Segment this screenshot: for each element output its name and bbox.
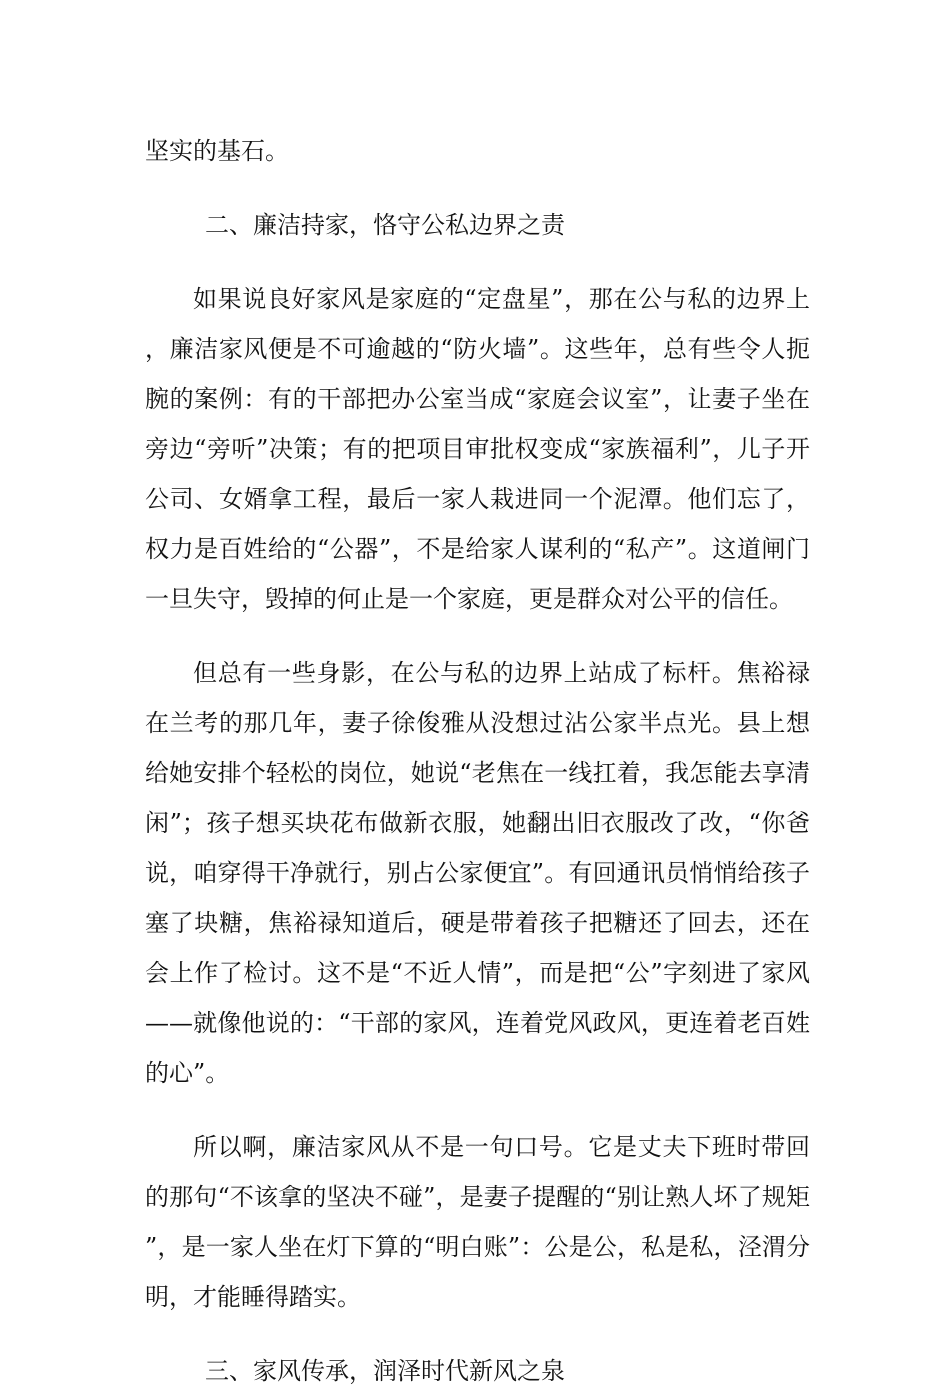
section-heading-3: 三、家风传承，润泽时代新风之泉 xyxy=(205,1357,565,1385)
paragraph-body-3: 所以啊，廉洁家风从不是一句口号。它是丈夫下班时带回的那句“不该拿的坚决不碰”，是妻子提醒的“别让熟人坏了规矩”，是一家人坐在灯下算的“明白账”：公是公，私是私，泾渭分明，才能睡得踏实。 xyxy=(145,1133,810,1311)
section-heading-2: 二、廉洁持家，恪守公私边界之责 xyxy=(205,211,565,239)
paragraph-body-2: 但总有一些身影，在公与私的边界上站成了标杆。焦裕禄在兰考的那几年，妻子徐俊雅从没想过沾公家半点光。县上想给她安排个轻松的岗位，她说“老焦在一线扛着，我怎能去享清闲”；孩子想买块花布做新衣服，她翻出旧衣服改了改，“你爸说，咱穿得干净就行，别占公家便宜”。有回通讯员悄悄给孩子塞了块糖，焦裕禄知道后，硬是带着孩子把糖还了回去，还在会上作了检讨。这不是“不近人情”，而是把“公”字刻进了家风——就像他说的：“干部的家风，连着党风政风，更连着老百姓的心”。 xyxy=(145,659,810,1087)
paragraph-continuation: 坚实的基石。 xyxy=(145,137,289,165)
paragraph-body-1: 如果说良好家风是家庭的“定盘星”，那在公与私的边界上，廉洁家风便是不可逾越的“防火墙”。这些年，总有些令人扼腕的案例：有的干部把办公室当成“家庭会议室”，让妻子坐在旁边“旁听”决策；有的把项目审批权变成“家族福利”，儿子开公司、女婿拿工程，最后一家人栽进同一个泥潭。他们忘了，权力是百姓给的“公器”，不是给家人谋利的“私产”。这道闸门一旦失守，毁掉的何止是一个家庭，更是群众对公平的信任。 xyxy=(145,285,810,613)
document-body xyxy=(145,126,810,1396)
